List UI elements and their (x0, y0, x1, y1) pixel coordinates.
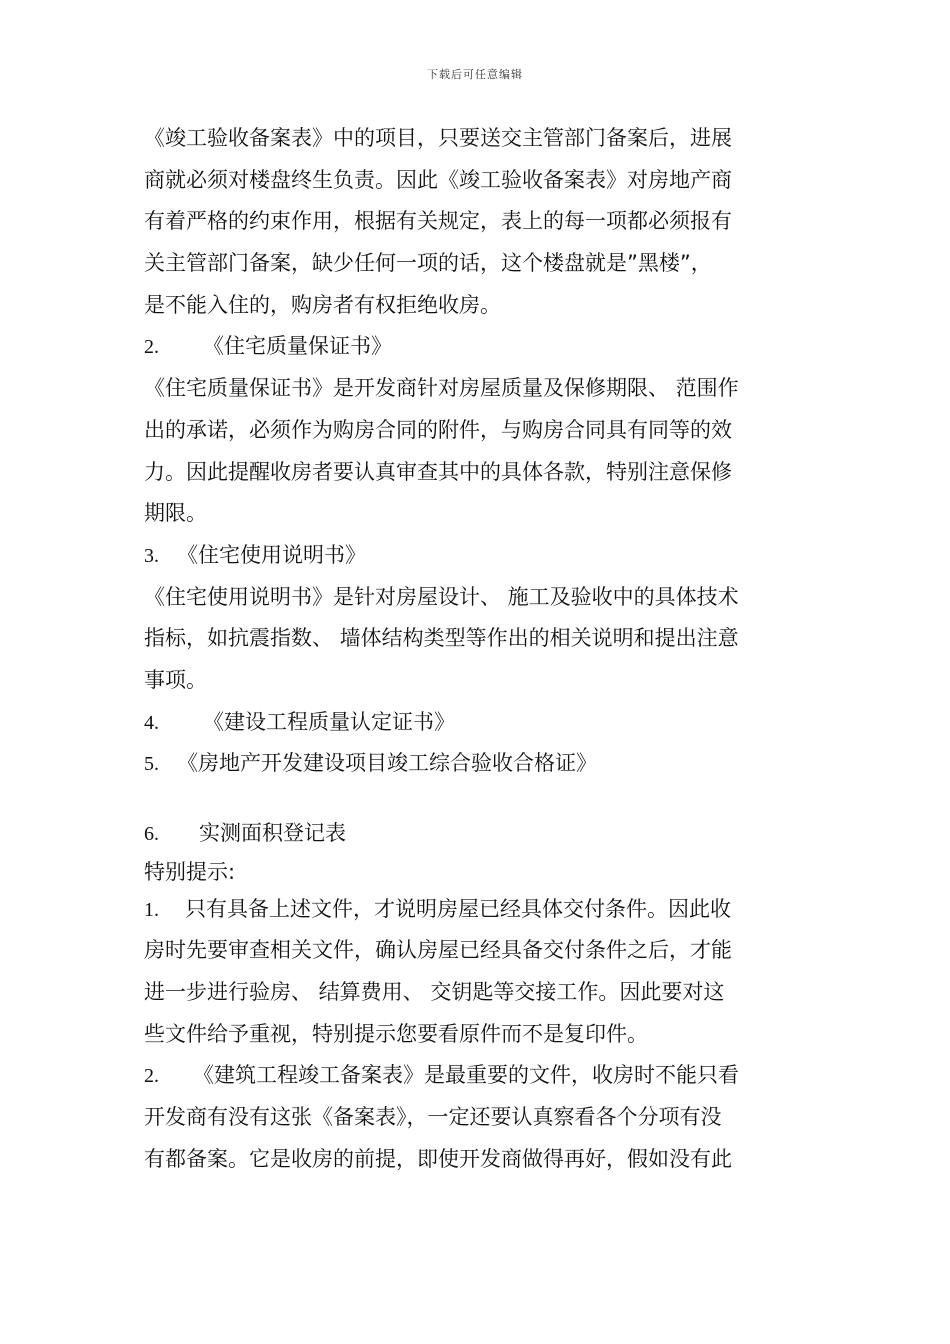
text-line: 期限。 (144, 501, 207, 526)
text-line: 指标，如抗震指数、 墙体结构类型等作出的相关说明和提出注意 (144, 626, 739, 651)
paragraph-quality-guarantee (144, 368, 806, 535)
item-number: 3. (144, 544, 159, 567)
tip-item (144, 1055, 806, 1180)
item-title: 《住宅使用说明书》 (177, 542, 366, 567)
page-header: 下载后可任意编辑 (427, 68, 523, 81)
text-line: 有着严格的约束作用，根据有关规定，表上的每一项都必须报有 (144, 209, 732, 234)
paragraph-completion-record (144, 118, 806, 326)
item-title: 实测面积登记表 (199, 821, 346, 845)
tip-item (144, 889, 806, 1056)
list-item-heading (144, 702, 806, 744)
text-line: 《竣工验收备案表》中的项目，只要送交主管部门备案后，进展 (144, 126, 732, 150)
item-title: 《房地产开发建设项目竣工综合验收合格证》 (177, 751, 597, 776)
item-number: 2. (144, 1065, 159, 1088)
text-line: 开发商有没有这张《备案表》，一定还要认真察看各个分项有没 (144, 1105, 722, 1130)
item-number: 2. (144, 336, 159, 359)
text-line (144, 889, 806, 931)
paragraph-user-manual (144, 577, 806, 702)
text-line: 事项。 (144, 667, 207, 692)
text-line: 出的承诺，必须作为购房合同的附件，与购房合同具有同等的效 (144, 417, 732, 442)
text-line (144, 1055, 806, 1097)
list-item-heading (144, 743, 806, 785)
tip-text: 只有具备上述文件，才说明房屋已经具体交付条件。因此收 (185, 896, 731, 921)
text-line: 些文件给予重视，特别提示您要看原件而不是复印件。 (144, 1021, 648, 1046)
text-line: 《住宅质量保证书》是开发商针对房屋质量及保修期限、 范围作 (144, 376, 739, 401)
list-item-heading (144, 326, 806, 368)
text-line: 关主管部门备案，缺少任何一项的话，这个楼盘就是”黑楼”， (144, 251, 712, 276)
list-item-heading (144, 535, 806, 577)
blank-line (144, 785, 806, 813)
item-number: 4. (144, 711, 159, 734)
text-line: 商就必须对楼盘终生负责。因此《竣工验收备案表》对房地产商 (144, 167, 732, 192)
item-title: 《住宅质量保证书》 (203, 334, 392, 359)
tip-text: 《建筑工程竣工备案表》是最重要的文件，收房时不能只看 (193, 1063, 739, 1088)
document-body (144, 118, 806, 1181)
item-number: 6. (144, 823, 159, 845)
item-title: 《建设工程质量认定证书》 (203, 709, 455, 734)
text-line: 力。因此提醒收房者要认真审查其中的具体各款，特别注意保修 (144, 459, 732, 484)
text-line: 《住宅使用说明书》是针对房屋设计、 施工及验收中的具体技术 (144, 584, 739, 609)
text-line: 是不能入住的，购房者有权拒绝收房。 (144, 292, 501, 317)
item-number: 1. (144, 898, 159, 921)
tips-heading: 特别提示: (144, 859, 236, 884)
text-line: 有都备案。它是收房的前提，即使开发商做得再好，假如没有此 (144, 1146, 732, 1171)
text-line: 房时先要审查相关文件，确认房屋已经具备交付条件之后，才能 (144, 938, 732, 963)
list-item-heading (144, 813, 806, 855)
text-line: 进一步进行验房、 结算费用、 交钥匙等交接工作。因此要对这 (144, 980, 725, 1005)
item-number: 5. (144, 753, 159, 776)
